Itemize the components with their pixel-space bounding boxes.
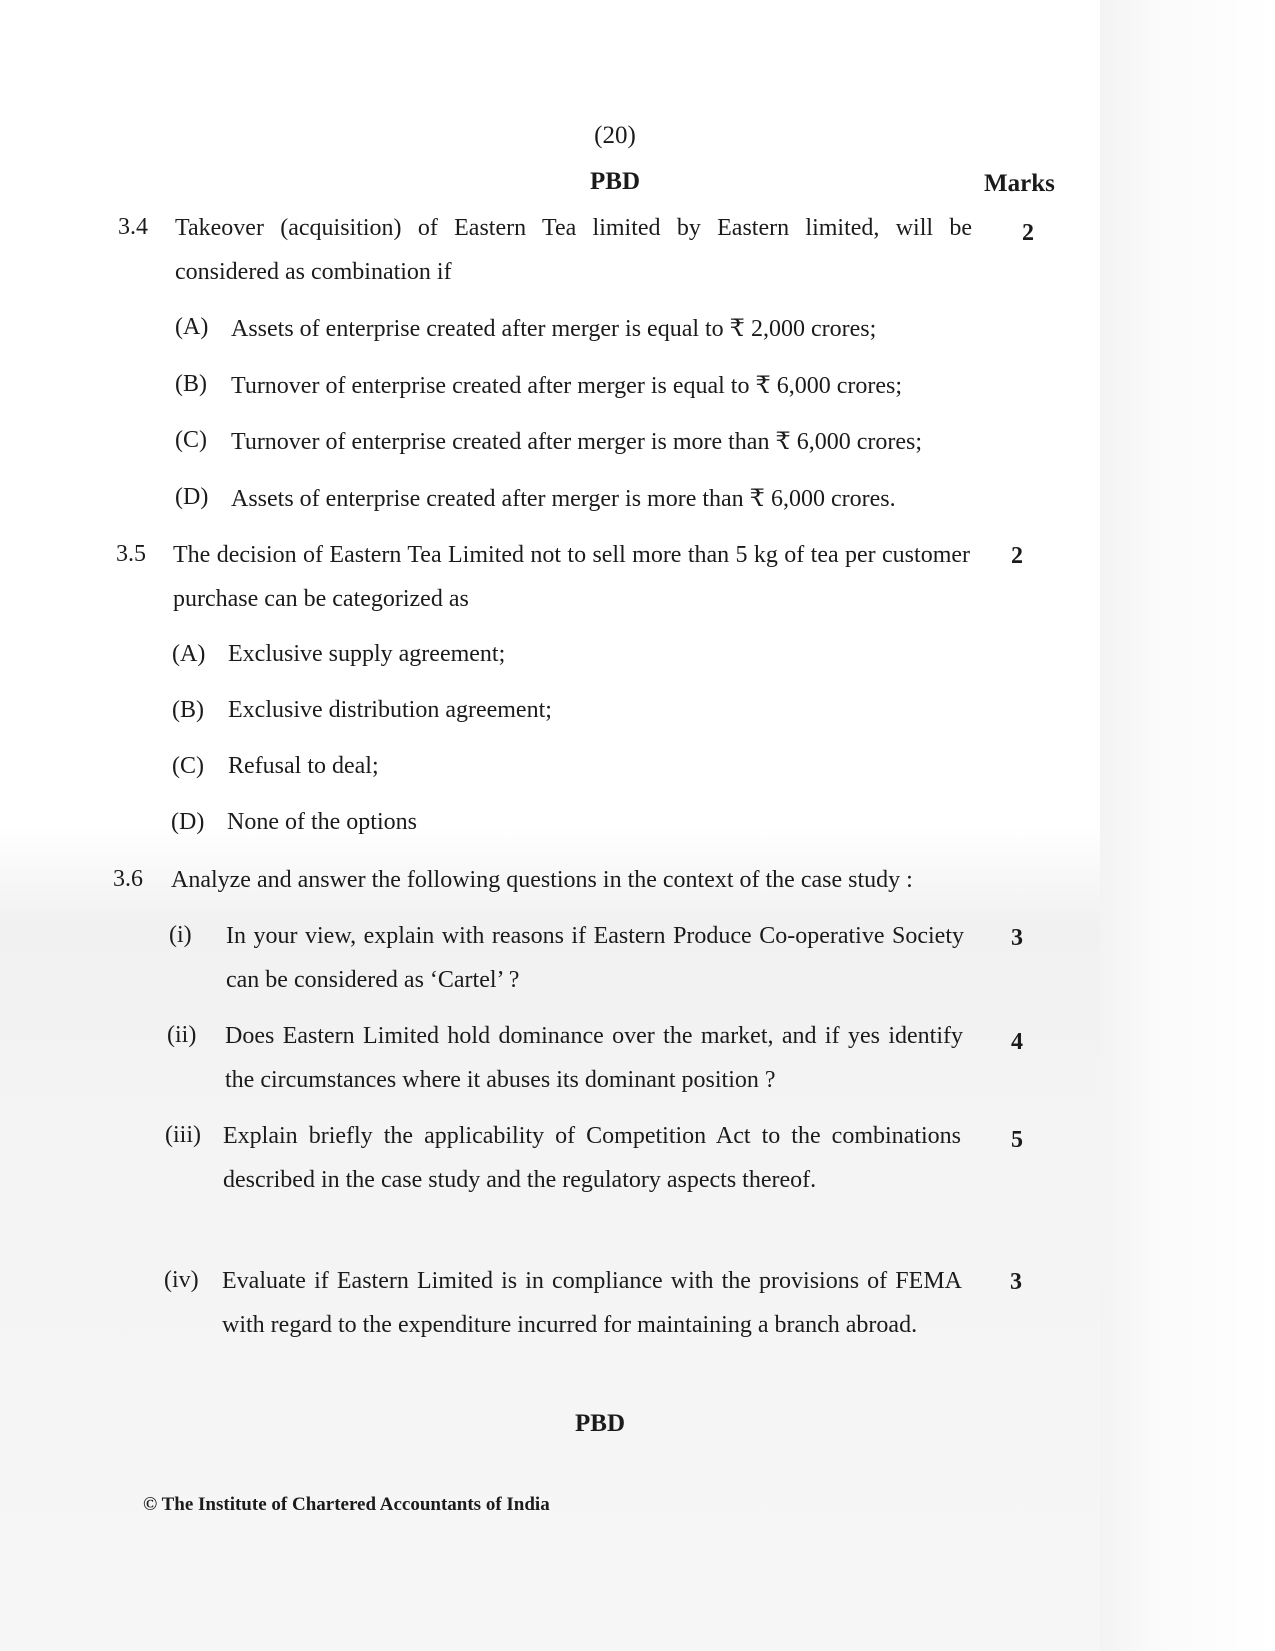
option-label: (C) (175, 427, 207, 453)
option-text: Exclusive distribution agreement; (228, 697, 552, 723)
subquestion-marks: 4 (1011, 1029, 1023, 1055)
option-text: Assets of enterprise created after merger is more than ₹ 6,000 crores. (231, 486, 896, 512)
marks-column-heading: Marks (984, 170, 1055, 197)
subquestion-marks: 3 (1010, 1269, 1022, 1295)
option-label: (D) (171, 809, 205, 835)
option-label: (B) (172, 697, 204, 723)
subquestion-text: Evaluate if Eastern Limited is in compliance with the provisions of FEMA with regard to the expenditure incurred for maintaining a branch abroad. (222, 1268, 962, 1338)
subquestion-label: (iv) (164, 1267, 199, 1293)
question-marks: 2 (1011, 543, 1023, 569)
page-number: (20) (594, 122, 636, 149)
subquestion-text: Does Eastern Limited hold dominance over the market, and if yes identify the circumstances where it abuses its dominant position ? (225, 1023, 963, 1093)
question-text: The decision of Eastern Tea Limited not to sell more than 5 kg of tea per customer purchase can be categorized as (173, 542, 970, 612)
option-text: Assets of enterprise created after merger is equal to ₹ 2,000 crores; (231, 316, 877, 342)
option-text: Turnover of enterprise created after merger is equal to ₹ 6,000 crores; (231, 373, 903, 399)
option-label: (B) (175, 371, 207, 397)
question-number: 3.4 (118, 214, 148, 240)
copyright-notice: © The Institute of Chartered Accountants of India (143, 1494, 550, 1515)
subquestion-label: (ii) (167, 1022, 197, 1048)
option-label: (D) (175, 484, 209, 510)
pbd-header-label: PBD (590, 168, 640, 195)
option-text: Turnover of enterprise created after merger is more than ₹ 6,000 crores; (231, 429, 923, 455)
question-number: 3.6 (113, 866, 143, 892)
option-text: Exclusive supply agreement; (228, 641, 506, 667)
pbd-footer-label: PBD (575, 1410, 625, 1437)
scan-page-edge (1100, 0, 1275, 1651)
question-text: Takeover (acquisition) of Eastern Tea limited by Eastern limited, will be considered as combination if (175, 215, 972, 285)
question-marks: 2 (1022, 220, 1034, 246)
option-text: Refusal to deal; (228, 753, 379, 779)
subquestion-text: Explain briefly the applicability of Competition Act to the combinations described in the case study and the regulatory aspects thereof. (223, 1123, 961, 1193)
subquestion-marks: 5 (1011, 1127, 1023, 1153)
option-label: (A) (172, 641, 206, 667)
option-label: (A) (175, 314, 209, 340)
question-text: Analyze and answer the following questions in the context of the case study : (171, 867, 913, 893)
question-number: 3.5 (116, 541, 146, 567)
option-label: (C) (172, 753, 204, 779)
subquestion-text: In your view, explain with reasons if Eastern Produce Co-operative Society can be considered as ‘Cartel’ ? (226, 923, 964, 993)
subquestion-marks: 3 (1011, 925, 1023, 951)
subquestion-label: (i) (169, 922, 192, 948)
option-text: None of the options (227, 809, 417, 835)
subquestion-label: (iii) (165, 1122, 201, 1148)
